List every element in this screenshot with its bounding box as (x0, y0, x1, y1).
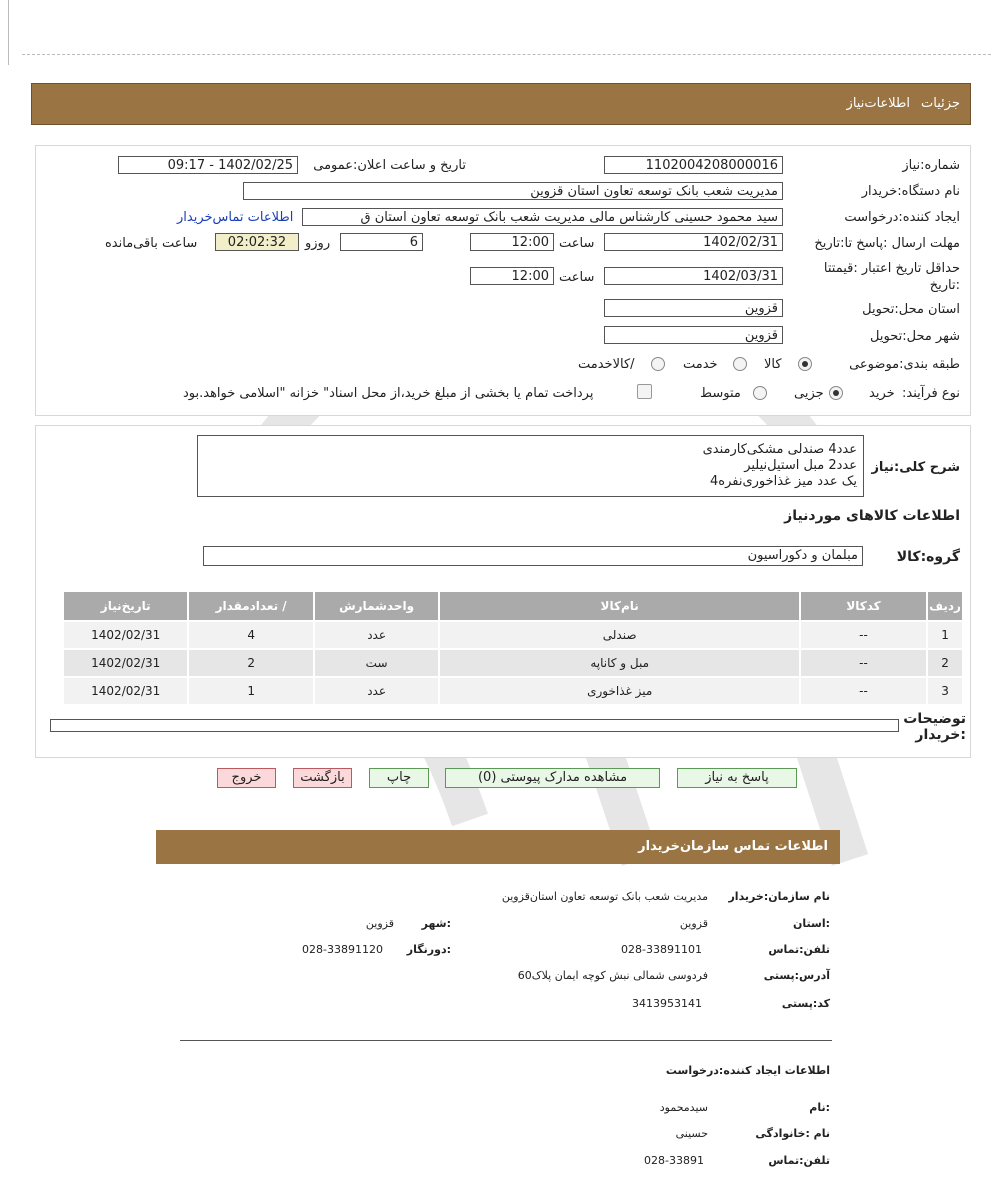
contact-phone-value: 028-33891101 (621, 943, 702, 956)
goods-table (62, 590, 964, 706)
description-line: عدد4 صندلی مشکی‌کارمندی (702, 442, 857, 457)
description-line: یک عدد میز غذاخوری‌نفره4 (710, 474, 857, 489)
cell-code: -- (800, 649, 927, 677)
cell-name: مبل و کاناپه (439, 649, 800, 677)
city-label: شهر محل:تحویل (870, 329, 960, 344)
creator-family-value: حسینی (675, 1127, 708, 1140)
cell-unit: عدد (314, 621, 440, 649)
validity-date-field: 1402/03/31 (604, 267, 783, 285)
process-minor-label: جزیی (794, 386, 824, 401)
back-button[interactable]: بازگشت (293, 768, 352, 788)
contact-province-label: :استان (793, 917, 830, 930)
category-goods-service-label: /کالاخدمت (578, 357, 635, 372)
cell-name: میز غذاخوری (439, 677, 800, 705)
attachments-button[interactable]: مشاهده مدارک پیوستی (0) (445, 768, 660, 788)
col-qty: / تعدادمقدار (188, 591, 313, 621)
buyer-contact-header (156, 830, 840, 864)
process-medium-label: متوسط (700, 386, 741, 401)
announce-label: تاریخ و ساعت اعلان:عمومی (313, 158, 466, 173)
deadline-label: مهلت ارسال :پاسخ تا:تاریخ (814, 236, 960, 251)
treasury-text: پرداخت تمام یا بخشی از مبلغ خرید،از محل اسناد" خزانه "اسلامی خواهد.بود (183, 386, 594, 401)
table-row (63, 621, 963, 649)
creator-family-label: نام :خانوادگی (755, 1127, 830, 1140)
contact-fax-label: :دورنگار (406, 943, 451, 956)
creator-phone-label: تلفن:تماس (768, 1154, 830, 1167)
contact-postal-label: کد:پستی (781, 997, 830, 1010)
buyer-notes-field (50, 719, 899, 732)
category-radio-goods[interactable] (798, 357, 812, 371)
process-label: نوع فرآیند: (902, 386, 960, 401)
city-field: قزوین (604, 326, 783, 344)
process-radio-minor[interactable] (829, 386, 843, 400)
cell-date: 1402/02/31 (63, 621, 188, 649)
creator-phone-value: 028-33891 (644, 1154, 704, 1167)
category-service-label: خدمت (683, 357, 718, 372)
contact-province-value: قزوین (679, 917, 708, 930)
treasury-checkbox[interactable] (637, 384, 652, 399)
col-unit: واحدشمارش (314, 591, 440, 621)
process-radio-medium[interactable] (753, 386, 767, 400)
requester-field: سید محمود حسینی کارشناس مالی مدیریت شعب بانک توسعه تعاون استان ق (302, 208, 783, 226)
col-name: نام‌کالا (439, 591, 800, 621)
contact-address-value: فردوسی شمالی نبش کوچه ایمان پلاک60 (517, 969, 708, 982)
cell-qty: 2 (188, 649, 313, 677)
announce-datetime-field: 1402/02/25 - 09:17 (118, 156, 298, 174)
col-code: کدکالا (800, 591, 927, 621)
requester-label: ایجاد کننده:درخواست (844, 210, 960, 225)
table-row (63, 649, 963, 677)
table-row (63, 677, 963, 705)
creator-title: اطلاعات ایجاد کننده:درخواست (665, 1064, 830, 1077)
buyer-notes-label: توضیحات :خریدار (903, 711, 966, 743)
deadline-time-label: ساعت (559, 236, 595, 251)
description-label: شرح کلی:نیاز (871, 460, 960, 475)
goods-group-label: گروه:کالا (896, 549, 960, 565)
description-box (197, 435, 864, 497)
table-header-row (63, 591, 963, 621)
cell-code: -- (800, 677, 927, 705)
contact-city-value: قزوین (365, 917, 394, 930)
creator-name-value: سیدمحمود (659, 1101, 708, 1114)
contact-org-value: مدیریت شعب بانک توسعه تعاون استان‌قزوین (501, 890, 708, 903)
cell-name: صندلی (439, 621, 800, 649)
contact-fax-value: 028-33891120 (302, 943, 383, 956)
contact-phone-label: تلفن:تماس (768, 943, 830, 956)
col-date: تاریخ‌نیاز (63, 591, 188, 621)
category-label: طبقه بندی:موضوعی (849, 357, 960, 372)
cell-row: 1 (927, 621, 963, 649)
contact-city-label: :شهر (421, 917, 451, 930)
cell-row: 3 (927, 677, 963, 705)
page-header-bar (31, 83, 971, 125)
category-goods-label: کالا (764, 357, 782, 372)
goods-section-title: اطلاعات کالاهای مورد‌نیاز (784, 508, 960, 524)
deadline-date-field: 1402/02/31 (604, 233, 783, 251)
min-validity-label: حداقل تاریخ اعتبار :قیمتتا (823, 261, 960, 276)
cell-date: 1402/02/31 (63, 677, 188, 705)
days-field: 6 (340, 233, 423, 251)
buyer-contact-title: اطلاعات تماس سازمان‌خریدار (638, 839, 828, 854)
contact-postal-value: 3413953141 (632, 997, 702, 1010)
min-validity-label-2: :تاریخ (929, 278, 960, 293)
process-buy-label: خرید (869, 386, 895, 401)
col-row: ردیف (927, 591, 963, 621)
deadline-time-field: 12:00 (470, 233, 554, 251)
creator-name-label: :نام (809, 1101, 830, 1114)
contact-org-label: نام سازمان:خریدار (728, 890, 830, 903)
cell-date: 1402/02/31 (63, 649, 188, 677)
exit-button[interactable]: خروج (217, 768, 276, 788)
details-tab[interactable]: جزئيات (921, 96, 960, 111)
cell-qty: 1 (188, 677, 313, 705)
need-number-label: شماره:نیاز (902, 158, 960, 173)
buyer-org-field: مدیریت شعب بانک توسعه تعاون استان قزوین (243, 182, 783, 200)
remaining-time-field: 02:02:32 (215, 233, 299, 251)
cell-unit: عدد (314, 677, 440, 705)
print-button[interactable]: چاپ (369, 768, 429, 788)
remaining-time-label: ساعت باقی‌مانده (105, 236, 198, 251)
cell-code: -- (800, 621, 927, 649)
validity-time-label: ساعت (559, 270, 595, 285)
province-field: قزوین (604, 299, 783, 317)
need-number-field: 1102004208000016 (604, 156, 783, 174)
need-info-tab[interactable]: اطلاعات‌نیاز (846, 96, 910, 111)
buyer-org-label: نام دستگاه:خریدار (861, 184, 960, 199)
reply-button[interactable]: پاسخ به نیاز (677, 768, 797, 788)
cell-row: 2 (927, 649, 963, 677)
contact-divider (180, 1040, 832, 1041)
validity-time-field: 12:00 (470, 267, 554, 285)
days-label: روزو (305, 236, 331, 251)
goods-group-field: مبلمان و دکوراسیون (203, 546, 863, 566)
buyer-contact-link[interactable]: اطلاعات تماس‌خریدار (177, 210, 294, 225)
cell-unit: ست (314, 649, 440, 677)
cell-qty: 4 (188, 621, 313, 649)
description-line: عدد2 مبل استیل‌نیلیر (744, 458, 857, 473)
province-label: استان محل:تحویل (862, 302, 960, 317)
category-radio-service[interactable] (733, 357, 747, 371)
contact-address-label: آدرس:پستی (763, 969, 830, 982)
category-radio-goods-service[interactable] (651, 357, 665, 371)
